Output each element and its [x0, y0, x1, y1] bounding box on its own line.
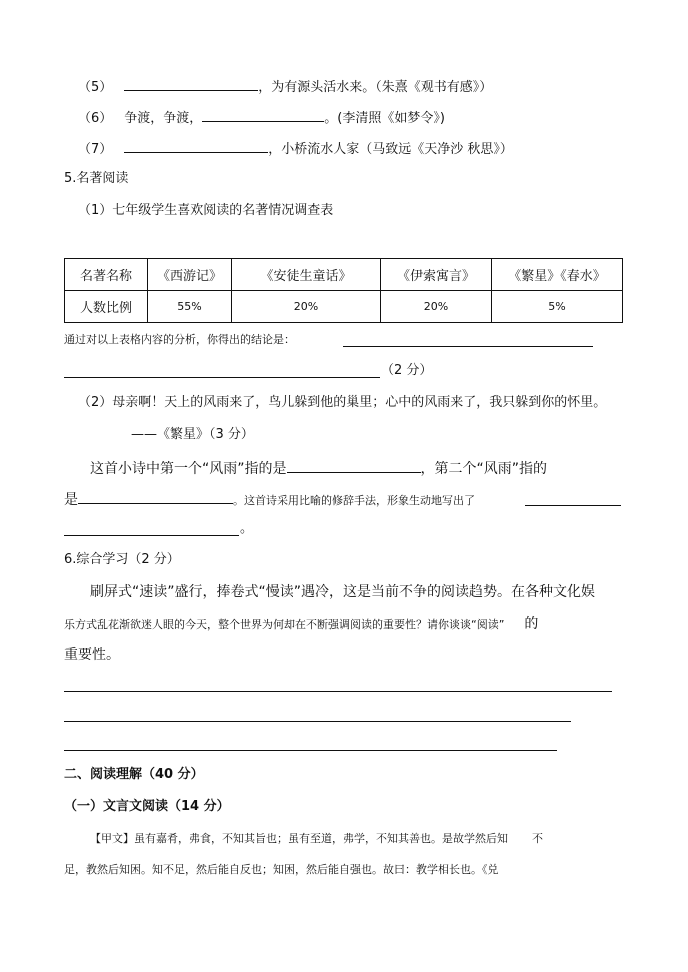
q5-number: （5） [78, 80, 113, 95]
question-end: 。 [240, 521, 254, 536]
effect-blank-2[interactable] [64, 535, 239, 536]
section6-line3: 重要性。 [64, 647, 120, 663]
part2-subtitle: （一）文言文阅读（14 分） [64, 799, 230, 814]
q6-text: 。(李清照《如梦令》) [324, 111, 445, 126]
table-cell: 20% [381, 291, 492, 323]
table-cell: 20% [232, 291, 381, 323]
question-text: 是 [64, 492, 78, 508]
survey-table [64, 258, 623, 323]
conclusion-score: （2 分） [381, 363, 433, 378]
table-header-cell: 《繁星》《春水》 [492, 259, 623, 291]
section5-sub2: （2）母亲啊！天上的风雨来了，鸟儿躲到他的巢里；心中的风雨来了，我只躲到你的怀里。 [78, 395, 607, 410]
table-row-label: 人数比例 [65, 291, 148, 323]
table-cell: 5% [492, 291, 623, 323]
q6-blank[interactable] [202, 107, 324, 122]
q5-line [78, 76, 492, 97]
jiawen-line1-text: 【甲文】虽有嘉肴，弗食，不知其旨也；虽有至道，弗学，不知其善也。是故学然后知 [90, 832, 508, 845]
answer-line-3[interactable] [64, 750, 557, 751]
table-header-cell: 《西游记》 [148, 259, 232, 291]
section5-sub1: （1）七年级学生喜欢阅读的名著情况调查表 [78, 203, 334, 218]
jiawen-line1 [90, 830, 543, 848]
first-fengyu-blank[interactable] [287, 458, 421, 473]
q6-number: （6） [78, 111, 113, 126]
fanxing-question-line2 [64, 489, 475, 510]
q5-text: ，为有源头活水来。（朱熹《观书有感》） [258, 80, 493, 95]
q7-number: （7） [78, 142, 113, 157]
conclusion-blank-2[interactable] [64, 377, 380, 378]
q7-blank[interactable] [124, 138, 268, 153]
section5-title: 5.名著阅读 [64, 171, 129, 186]
section6-line2-text: 乐方式乱花渐欲迷人眼的今天，整个世界为何却在不断强调阅读的重要性？请你谈谈“阅读” [64, 618, 505, 631]
table-cell: 55% [148, 291, 232, 323]
section6-line2-tail: 的 [524, 616, 539, 632]
question-text: 这首小诗中第一个“风雨”指的是 [90, 461, 287, 477]
conclusion-blank-1[interactable] [343, 346, 593, 347]
part2-title: 二、阅读理解（40 分） [64, 767, 204, 782]
table-row [65, 291, 623, 323]
jiawen-line1-tail: 不 [532, 832, 543, 845]
table-header-row [65, 259, 623, 291]
question-text: 。这首诗采用比喻的修辞手法，形象生动地写出了 [233, 494, 475, 507]
question-text: ，第二个“风雨”指的 [420, 461, 548, 477]
answer-line-1[interactable] [64, 691, 612, 692]
table-header-cell: 《安徒生童话》 [232, 259, 381, 291]
fanxing-question-line1 [90, 458, 547, 478]
q5-blank[interactable] [124, 76, 258, 91]
q6-prefix: 争渡，争渡， [124, 111, 203, 126]
jiawen-line2: 足，教然后知困。知不足，然后能自反也；知困，然后能自强也。故曰：教学相长也。《兑 [64, 863, 499, 876]
section6-line1: 刷屏式“速读”盛行，捧卷式“慢读”遇冷，这是当前不争的阅读趋势。在各种文化娱 [90, 584, 596, 600]
effect-blank-1[interactable] [525, 505, 621, 506]
q7-text: ，小桥流水人家（马致远《天净沙 秋思》） [268, 142, 513, 157]
table-header-cell: 名著名称 [65, 259, 148, 291]
q6-line [78, 107, 445, 128]
second-fengyu-blank[interactable] [78, 489, 233, 504]
section6-title: 6.综合学习（2 分） [64, 552, 180, 567]
table-header-cell: 《伊索寓言》 [381, 259, 492, 291]
poem-source: ——《繁星》（3 分） [131, 427, 254, 442]
q7-line [78, 138, 513, 159]
section6-line2 [64, 615, 538, 634]
conclusion-prompt: 通过对以上表格内容的分析，你得出的结论是： [64, 333, 295, 346]
answer-line-2[interactable] [64, 721, 571, 722]
